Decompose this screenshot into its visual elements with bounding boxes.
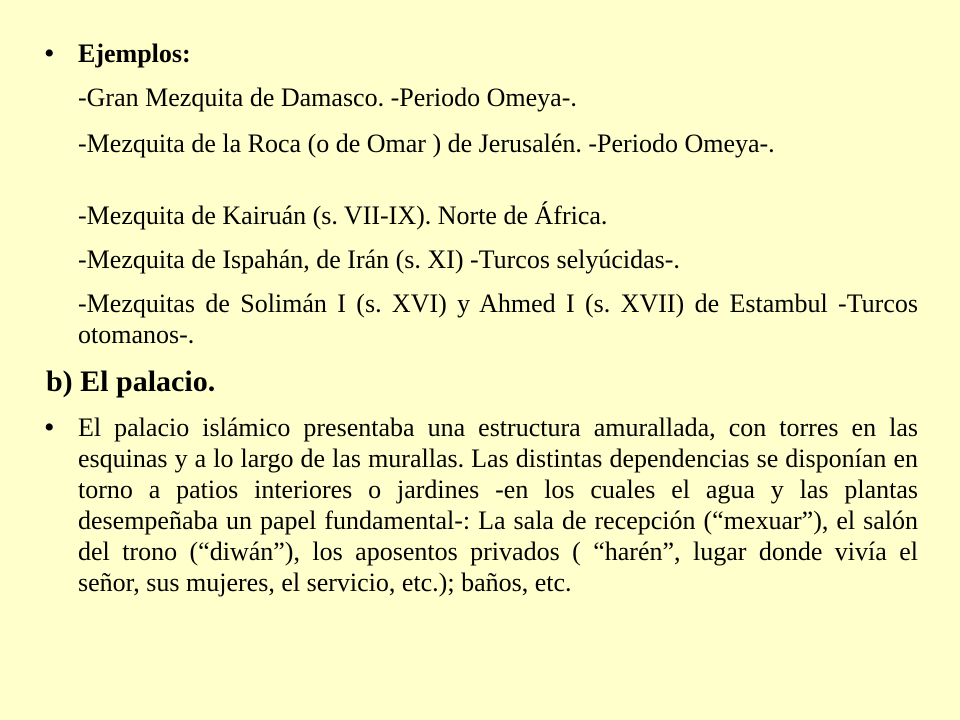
palacio-paragraph: El palacio islámico presentaba una estructura amurallada, con torres en las esquinas y a lo largo de las murallas. Las distintas dependencias se disponían en torno a patios interiores o jardines -en los cuales el agua y las plantas desempeñaba un papel fundamental-: La sala de recepción (“mexuar”), el salón del trono (“diwán”), los aposentos privados ( “harén”, lugar donde vivía el señor, sus mujeres, el servicio, etc.); baños, etc. xyxy=(78,413,918,597)
palacio-bullet xyxy=(44,412,918,598)
bullet-dot-icon: • xyxy=(44,37,55,70)
bullet-dot-icon: • xyxy=(44,411,55,444)
ejemplos-bullet xyxy=(44,38,918,69)
ejemplos-heading: Ejemplos: xyxy=(78,39,191,68)
example-item-damasco: -Gran Mezquita de Damasco. -Periodo Omeya-. xyxy=(78,83,577,112)
example-item-kairuan: -Mezquita de Kairuán (s. VII-IX). Norte de África. xyxy=(78,201,608,230)
example-item-estambul: -Mezquitas de Solimán I (s. XVI) y Ahmed I (s. XVII) de Estambul -Turcos otomanos-. xyxy=(78,289,918,349)
example-item-ispahan: -Mezquita de Ispahán, de Irán (s. XI) -Turcos selyúcidas-. xyxy=(78,245,680,274)
example-item-roca: -Mezquita de la Roca (o de Omar ) de Jerusalén. -Periodo Omeya-. xyxy=(78,129,775,158)
section-title-palacio: b) El palacio. xyxy=(46,365,216,398)
